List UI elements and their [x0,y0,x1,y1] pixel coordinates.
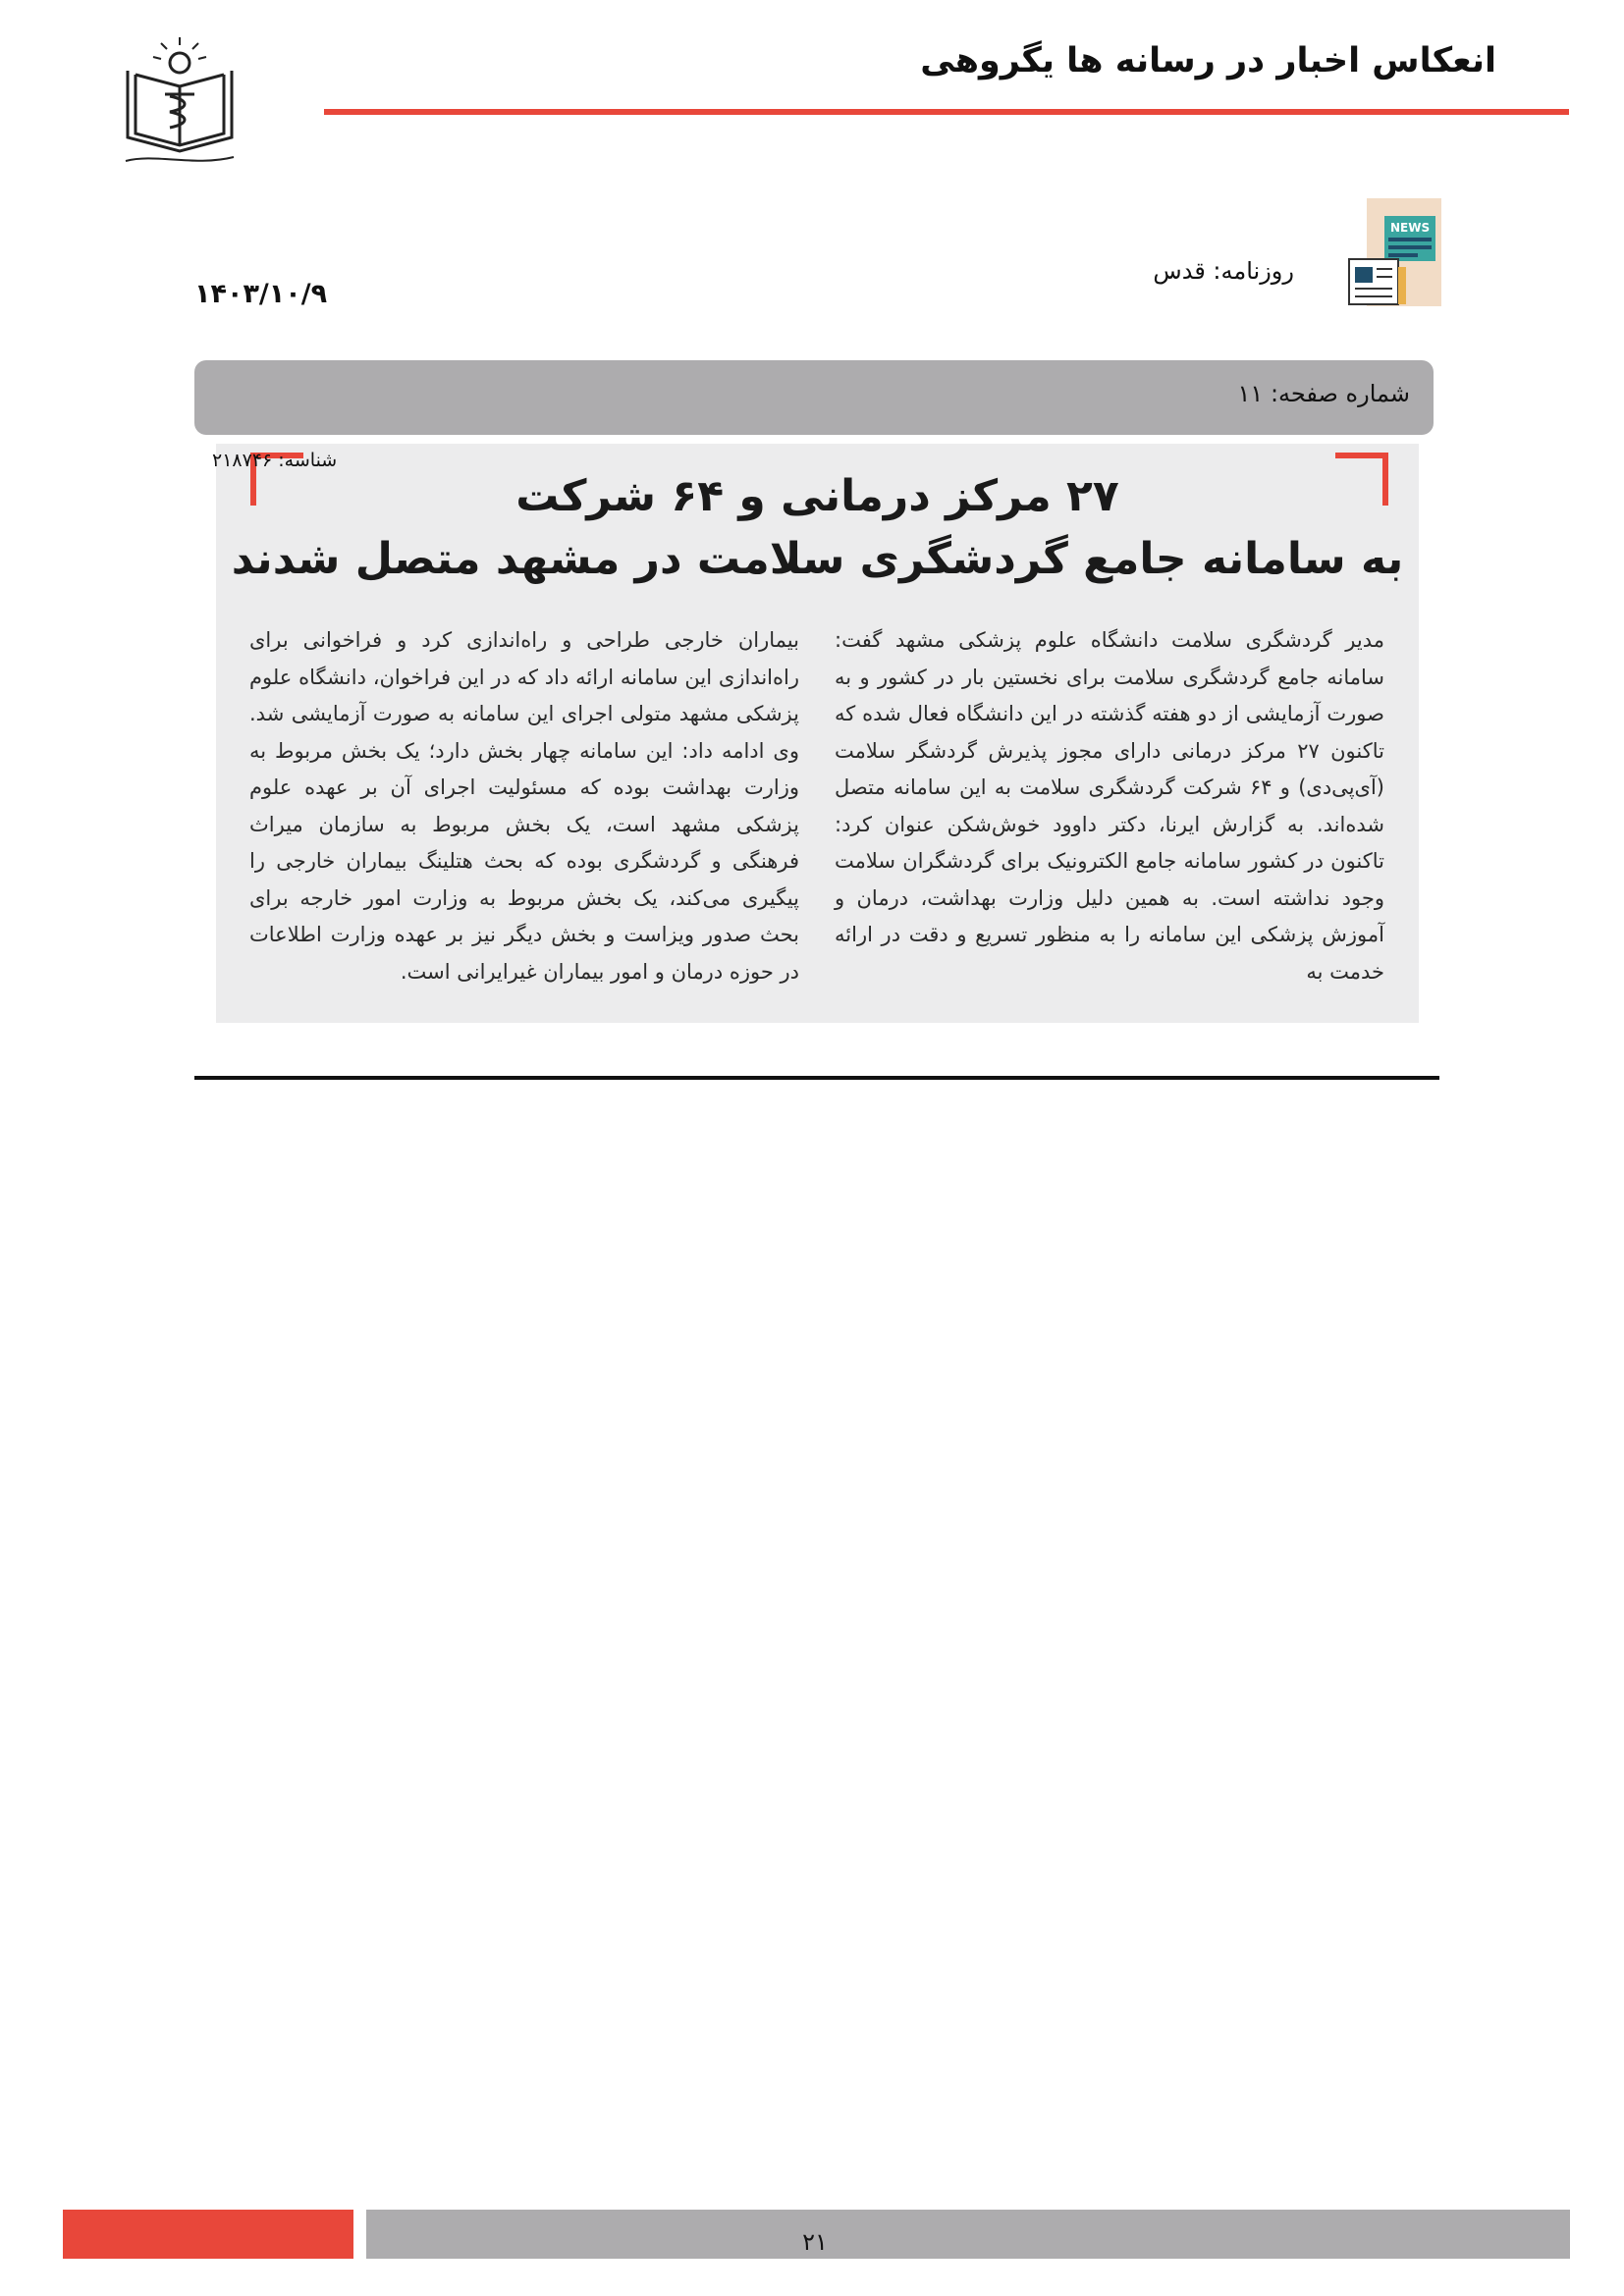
article-column-right: مدیر گردشگری سلامت دانشگاه علوم پزشکی مشهد گفت: سامانه جامع گردشگری سلامت برای نخستین بار در کشور و به صورت آزمایشی از دو هفته گذشته در این دانشگاه فعال شده که تاکنون ۲۷ مرکز درمانی دارای مجوز پذیرش گردشگر سلامت (آی‌پی‌دی) و ۶۴ شرکت گردشگری سلامت به این سامانه متصل شده‌اند. به گزارش ایرنا، دکتر داوود خوش‌شکن عنوان کرد: تاکنون در کشور سامانه جامع الکترونیک برای گردشگران سلامت وجود نداشته است. به همین دلیل وزارت بهداشت، درمان و آموزش پزشکی این سامانه را به منظور تسریع و دقت در ارائه خدمت به [835,628,1384,984]
page-index: ۲۱ [802,2228,828,2256]
section-divider [194,1076,1439,1080]
page-number-label: شماره صفحه: ۱۱ [1237,380,1410,407]
newspaper-name: روزنامه: قدس [1153,257,1294,285]
headline-line-1: ۲۷ مرکز درمانی و ۶۴ شرکت [515,471,1119,521]
article-column-left: بیماران خارجی طراحی و راه‌اندازی کرد و فراخوانی برای راه‌اندازی این سامانه ارائه داد که در این فراخوان، دانشگاه علوم پزشکی مشهد متولی اجرای این سامانه به صورت آزمایشی شد. وی ادامه داد: این سامانه چهار بخش دارد؛ یک بخش مربوط به وزارت بهداشت بوده که مسئولیت اجرای آن بر عهده علوم پزشکی مشهد است، یک بخش مربوط به سازمان میراث فرهنگی و گردشگری بوده که بحث هتلینگ بیماران خارجی را پیگیری می‌کند، یک بخش مربوط به وزارت امور خارجه برای بحث صدور ویزاست و بخش دیگر نیز بر عهده وزارت اطلاعات در حوزه درمان و امور بیماران غیرایرانی است. [249,628,799,984]
headline-line-2: به سامانه جامع گردشگری سلامت در مشهد متصل شدند [231,534,1404,584]
footer-accent-bar [63,2210,353,2259]
newspaper-icon [1347,198,1441,306]
svg-text:NEWS: NEWS [1390,221,1431,235]
page-header-title: انعکاس اخبار در رسانه ها یگروهی [920,41,1496,80]
footer-bar [366,2210,1570,2259]
issue-date: ۱۴۰۳/۱۰/۹ [194,279,328,309]
header-rule [324,109,1569,115]
university-emblem-icon [116,35,244,167]
clipping-id: شناسه: ۲۱۸۷۴۶ [212,450,338,471]
